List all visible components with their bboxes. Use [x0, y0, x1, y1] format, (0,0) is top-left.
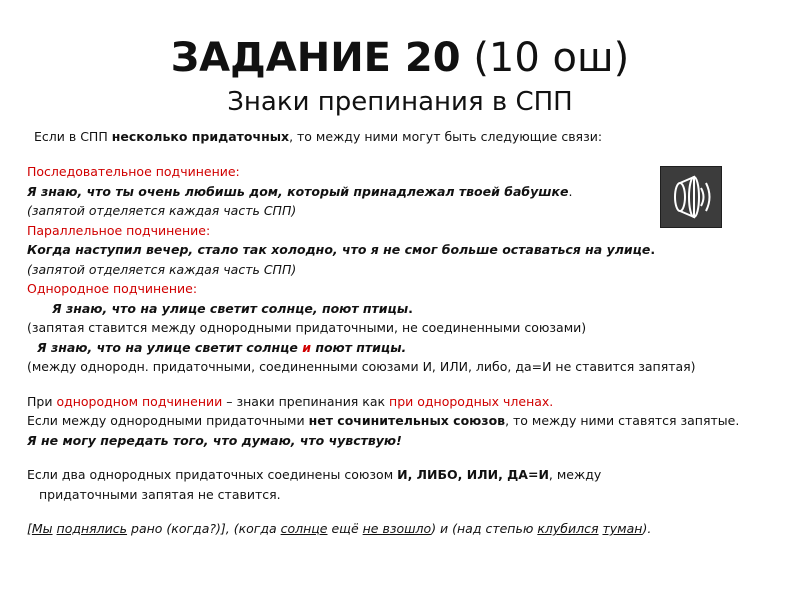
scheme-predicate: не взошло	[362, 521, 432, 536]
hom-example2-conj: и	[302, 339, 311, 355]
seq-note: (запятой отделяется каждая часть СПП)	[27, 203, 297, 218]
rule2-part: Если между однородными придаточными	[27, 413, 309, 428]
slide-subtitle: Знаки препинания в СПП	[227, 87, 573, 117]
par-note: (запятой отделяется каждая часть СПП)	[27, 261, 297, 277]
scheme-subject: Мы	[31, 521, 53, 536]
scheme-predicate: поднялись	[56, 521, 128, 536]
intro-part: , то между ними могут быть следующие связи:	[289, 129, 603, 144]
par-example: Когда наступил вечер, стало так холодно, что я не смог больше оставаться на улице	[27, 242, 651, 257]
slide-title	[0, 32, 800, 84]
intro-part: Если в СПП	[34, 129, 112, 144]
hom-example2-line	[27, 338, 757, 358]
rule3	[27, 465, 689, 504]
par-example-line	[27, 240, 757, 260]
rule3-part: , между придаточными запятая не ставится.	[39, 467, 602, 502]
rule3-part: Если два однородных придаточных соединены союзом	[27, 467, 398, 482]
intro-bold: несколько придаточных	[111, 129, 290, 144]
rule1-part: При	[27, 393, 57, 409]
sentence-scheme	[27, 519, 757, 539]
rule1-red: однородном подчинении	[56, 393, 223, 409]
hom-example2-part: поют птицы.	[310, 339, 407, 355]
scheme-predicate: клубился	[537, 521, 599, 536]
example3: Я не могу передать того, что думаю, что чувствую!	[27, 432, 402, 448]
hom-example2-part: Я знаю, что на улице светит солнце	[37, 339, 303, 355]
intro-text	[34, 128, 774, 146]
par-dot: .	[650, 242, 656, 257]
seq-example: Я знаю, что ты очень любишь дом, который принадлежал твоей бабушке	[27, 183, 569, 199]
rule2	[27, 411, 774, 431]
seq-example-line	[27, 182, 757, 202]
rule1	[27, 392, 757, 412]
title-bold: ЗАДАНИЕ 20	[170, 35, 461, 81]
rule3-bold: И, ЛИБО, ИЛИ, ДА=И	[397, 467, 549, 482]
title-rest: (10 ош)	[473, 35, 630, 81]
scheme-part: ещё	[327, 521, 363, 536]
hom-note1: (запятая ставится между однородными придаточными, не соединенными союзами)	[27, 320, 587, 335]
scheme-part: рано (когда?)], (когда	[127, 521, 281, 536]
seq-dot: .	[568, 183, 573, 199]
rule2-part: , то между ними ставятся запятые.	[505, 413, 740, 428]
hom-dot1: .	[408, 300, 413, 316]
scheme-subject: туман	[602, 521, 643, 536]
scheme-part: ).	[642, 521, 652, 536]
rule2-bold: нет сочинительных союзов	[308, 413, 506, 428]
hom-note2: (между однородн. придаточными, соединенными союзами И, ИЛИ, либо, да=И не ставится запятая)	[27, 359, 696, 374]
scheme-part: [	[27, 521, 32, 536]
rule1-red: при однородных членах.	[389, 393, 554, 409]
scheme-part: ) и (над степью	[431, 521, 538, 536]
hom-example1-line	[27, 299, 757, 319]
seq-heading: Последовательное подчинение:	[27, 164, 240, 179]
hom-example1: Я знаю, что на улице светит солнце, поют птицы	[52, 300, 409, 316]
par-heading: Параллельное подчинение:	[27, 222, 211, 238]
hom-heading: Однородное подчинение:	[27, 281, 198, 296]
slide-content	[27, 162, 757, 539]
scheme-subject: солнце	[280, 521, 328, 536]
rule1-part: – знаки препинания как	[222, 393, 390, 409]
